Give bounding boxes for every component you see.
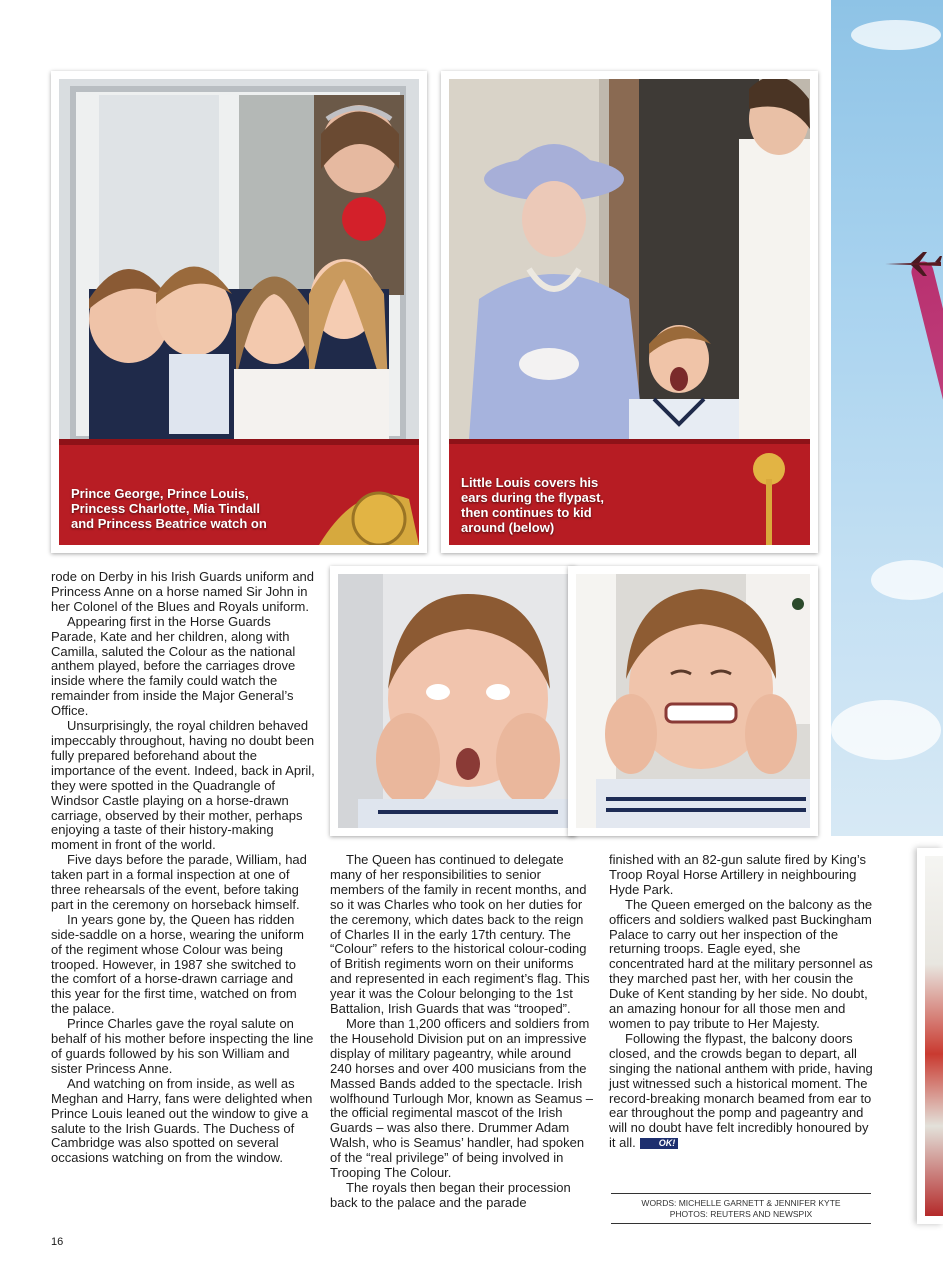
paragraph: In years gone by, the Queen has ridden side-saddle on a horse, wearing the uniform of the regiment whose Colour was being trooped. However, in 1987 she switched to the comfort of a horse-drawn carriage and this year for the first time, watched on from the palace. bbox=[51, 911, 304, 1017]
paragraph: finished with an 82-gun salute fired by King’s Troop Royal Horse Artillery in neighbouring Hyde Park. bbox=[609, 852, 867, 897]
caption-line: and Princess Beatrice watch on bbox=[71, 516, 267, 531]
article-column-2 bbox=[330, 853, 596, 1211]
red-smoke-trail bbox=[909, 259, 943, 517]
paragraph: The Queen emerged on the balcony as the officers and soldiers walked past Buckingham Palace to carry out her inspection of the returning troops. Eagle eyed, she concentrated hard at the military personnel as they marched past her, with her cousin the Duke of Kent standing by her side. No doubt, an amazing honour for all those men and women to pay tribute to Her Majesty. bbox=[609, 896, 873, 1031]
edge-photo-sliver bbox=[917, 848, 943, 1224]
article-column-1 bbox=[51, 570, 315, 1166]
paragraph: rode on Derby in his Irish Guards uniform and Princess Anne on a horse named Sir John in her Colonel of the Blues and Royals uniform. bbox=[51, 569, 315, 614]
words-credit: WORDS: MICHELLE GARNETT & JENNIFER KYTE bbox=[641, 1198, 841, 1208]
photos-credit: PHOTOS: REUTERS AND NEWSPIX bbox=[669, 1209, 813, 1219]
caption-line: then continues to kid bbox=[461, 505, 592, 520]
children-window-image bbox=[59, 79, 419, 545]
paragraph: The Queen has continued to delegate many of her responsibilities to senior members of the family in recent months, and so it was Charles who took on her duties for the ceremony, which dates back to the reign of Charles II in the early 17th century. The “Colour” refers to the historical colour-coding of British regiments worn on their uniforms and represented in each regiment’s flag. This year it was the Colour belonging to the 1st Battalion, Irish Guards that was “trooped”. bbox=[330, 852, 590, 1017]
paragraph: Five days before the parade, William, had taken part in a formal inspection at one of three rehearsals of the event, before taking part in the ceremony on horseback himself. bbox=[51, 852, 307, 912]
credits-box bbox=[611, 1193, 871, 1224]
paragraph: Following the flypast, the balcony doors closed, and the crowds began to depart, all singing the national anthem with pride, having just witnessed such a historical moment. The record-breaking monarch beamed from ear to ear throughout the pomp and pageantry and will no doubt have felt incredibly honoured by it all. bbox=[609, 1030, 873, 1151]
paragraph: The royals then began their procession back to the palace and the parade bbox=[330, 1179, 571, 1210]
page-number: 16 bbox=[51, 1236, 64, 1248]
paragraph: Prince Charles gave the royal salute on behalf of his mother before inspecting the line of guards followed by his son William and sister Princess Anne. bbox=[51, 1016, 314, 1076]
photo-queen-louis bbox=[441, 71, 818, 553]
caption-line: around (below) bbox=[461, 520, 555, 535]
photo-children-window bbox=[51, 71, 427, 553]
photo-louis-cheeks bbox=[330, 566, 576, 836]
jet-icon bbox=[883, 250, 943, 280]
article-column-3 bbox=[609, 853, 873, 1151]
ok-logo: OK! bbox=[640, 1138, 679, 1149]
flypast-photo-strip bbox=[831, 0, 943, 836]
paragraph: Appearing first in the Horse Guards Parade, Kate and her children, along with Camilla, saluted the Colour as the national anthem played, before the carriages drove inside where the family could watch the remainder from inside the Major General’s Office. bbox=[51, 613, 296, 719]
paragraph: Unsurprisingly, the royal children behaved impeccably throughout, having no doubt been fully prepared beforehand about the importance of the event. Indeed, back in April, they were spotted in the Quadrangle of Windsor Castle playing on a horse-drawn carriage, observed by their mother, perhaps enjoying a taste of their history-making moment in front of the world. bbox=[51, 718, 315, 853]
caption-line: Little Louis covers his bbox=[461, 475, 599, 490]
caption-line: Princess Charlotte, Mia Tindall bbox=[71, 501, 261, 516]
photo-louis-face bbox=[568, 566, 818, 836]
caption-line: Prince George, Prince Louis, bbox=[71, 486, 249, 501]
paragraph: And watching on from inside, as well as Meghan and Harry, fans were delighted when Prince Louis leaned out the window to give a salute to the Irish Guards. The Duchess of Cambridge was also spotted on several occasions watching on from the window. bbox=[51, 1075, 313, 1166]
louis-cheeks-image bbox=[338, 574, 568, 828]
paragraph: More than 1,200 officers and soldiers from the Household Division put on an impressive display of military pageantry, while around 240 horses and over 400 musicians from the Massed Bands added to the spectacle. Irish wolfhound Turlough Mor, known as Seamus – the official regimental mascot of the Irish Guards – was also there. Drummer Adam Walsh, who is Seamus’ handler, had spoken of the “real privilege” of being involved in Trooping The Colour. bbox=[330, 1015, 594, 1181]
louis-face-image bbox=[576, 574, 810, 828]
caption-line: ears during the flypast, bbox=[461, 490, 605, 505]
